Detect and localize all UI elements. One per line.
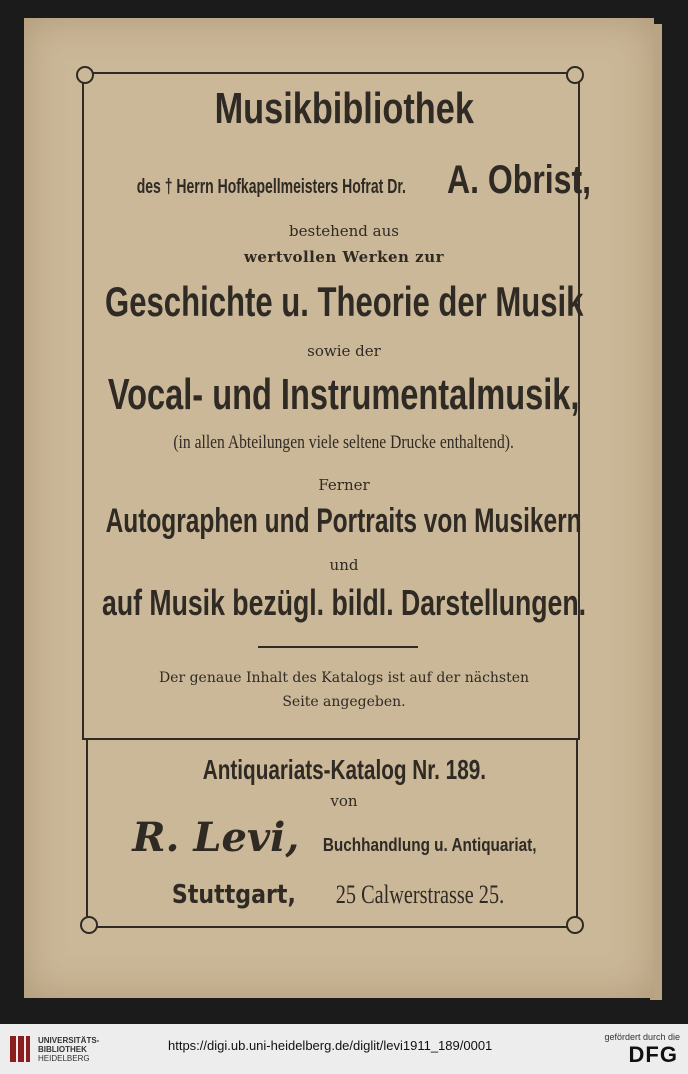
text-wertvollen: wertvollen Werken zur xyxy=(243,248,445,266)
corner-ornament xyxy=(566,916,584,934)
heading-geschichte: Geschichte u. Theorie der Musik xyxy=(104,278,584,325)
publisher-description: Buchhandlung u. Antiquariat, xyxy=(323,835,537,855)
city: Stuttgart, xyxy=(171,880,296,910)
divider-rule xyxy=(258,646,418,648)
note-line-1: Der genaue Inhalt des Katalogs ist auf der nächsten xyxy=(158,670,530,686)
publisher-line xyxy=(0,814,688,861)
owner-name: A. Obrist, xyxy=(446,158,591,202)
text-abteilungen: (in allen Abteilungen viele seltene Drucke enthaltend). xyxy=(173,432,515,453)
catalog-heading: Antiquariats-Katalog Nr. 189. xyxy=(202,754,486,785)
address-line xyxy=(0,880,688,910)
owner-prefix: des † Herrn Hofkapellmeisters Hofrat Dr. xyxy=(136,176,407,198)
viewer-footer xyxy=(0,1024,688,1074)
text-bestehend: bestehend aus xyxy=(289,222,399,240)
library-name: UNIVERSITÄTS- BIBLIOTHEK HEIDELBERG xyxy=(38,1036,100,1063)
title-musikbibliothek: Musikbibliothek xyxy=(214,84,474,133)
street-address: 25 Calwerstrasse 25. xyxy=(335,880,504,909)
corner-ornament xyxy=(566,66,584,84)
text-und: und xyxy=(329,556,359,574)
university-library-logo-icon xyxy=(8,1032,32,1066)
owner-line xyxy=(0,158,688,203)
publisher-name: R. Levi, xyxy=(132,814,300,861)
text-von: von xyxy=(330,792,358,810)
corner-ornament xyxy=(80,916,98,934)
text-sowie: sowie der xyxy=(307,342,381,360)
heading-vocal: Vocal- und Instrumentalmusik, xyxy=(108,370,580,419)
corner-ornament xyxy=(76,66,94,84)
heading-darstellungen: auf Musik bezügl. bildl. Darstellungen. xyxy=(101,582,587,623)
heading-autographen: Autographen und Portraits von Musikern xyxy=(105,502,583,540)
dfg-logo: DFG xyxy=(628,1042,678,1067)
text-ferner: Ferner xyxy=(318,476,370,494)
note-line-2: Seite angegeben. xyxy=(282,694,406,710)
document-url[interactable]: https://digi.ub.uni-heidelberg.de/diglit/levi1911_189/0001 xyxy=(168,1038,493,1053)
funding-note: gefördert durch die xyxy=(604,1032,680,1042)
